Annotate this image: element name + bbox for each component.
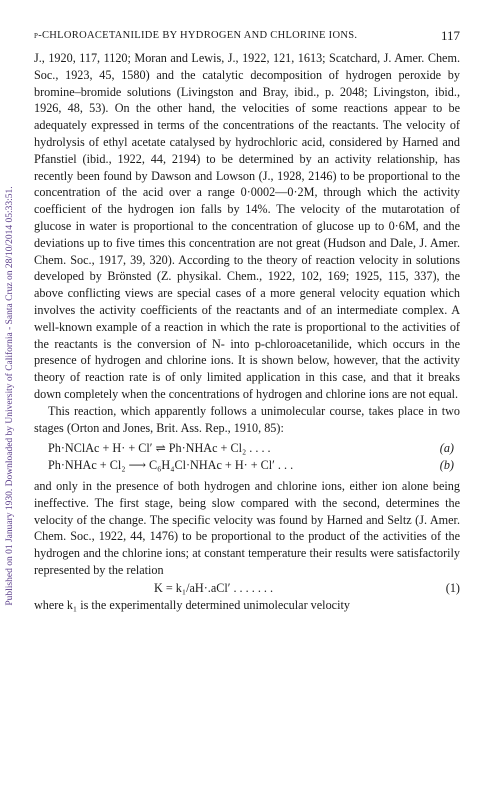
equation-label: (a) <box>439 441 454 456</box>
equation-label: (b) <box>439 458 454 473</box>
running-title: p-CHLOROACETANILIDE BY HYDROGEN AND CHLORINE IONS. <box>34 30 358 41</box>
paper-page <box>34 30 460 614</box>
equation-text: K = k₁/aH·.aCl′ . . . . . . . <box>154 580 274 595</box>
paragraph: where k₁ is the experimentally determined unimolecular velocity <box>34 597 350 612</box>
paragraph: J., 1920, 117, 1120; Moran and Lewis, J., 1922, 121, 1613; Scatchard, J. Amer. Chem. Soc., 1923, 45, 1580) and the catalytic decomposition of hydrogen peroxide by bromine–bromide solutions (Livingston and Bray, ibid., p. 2048; Livingston, ibid., 1926, 48, 53). On the other hand, the velocities of some reactions appear to be adequately expressed in terms of the concentrations of the reactants. The velocity of hydrolysis of ethyl acetate catalysed by hydrochloric acid, considered by Harned and Pfanstiel (ibid., 1922, 44, 2194) to be determined by an activity relationship, has recently been found by Dawson and Lowson (J., 1928, 2146) to be proportional to the concentration of the acid over a range 0·0002—0·2M, through which the activity coefficient of the hydrogen ion falls by 14%. The velocity of the mutarotation of glucose in water is proportional to the concentration of glucose up to 0·6M, and the deviations up to five times this concentration are not great (Hudson and Dale, J. Amer. Chem. Soc., 1917, 39, 320). According to the theory of reaction velocity in solutions developed by Brönsted (Z. physikal. Chem., 1922, 102, 169; 1925, 115, 337), the above conflicting views are special cases of a more general velocity equation which involves the activity coefficients of the reactants and of an intermediate complex. A well-known example of a reaction in which the rate is proportional to the activities of the reactants is the conversion of N- into p-chloroacetanilide, which occurs in the presence of hydrogen and chlorine ions. It is shown below, however, that the activity theory of reaction rate is of only limited application in this case, and that it breaks down completely when the concentrations of hydrogen and chlorine ions are not equal. <box>34 51 460 401</box>
page-number: 117 <box>440 28 460 43</box>
download-watermark-text: Published on 01 January 1930. Downloaded by University of California - Santa Cruz on 28/10/2014 05:33:51. <box>5 186 15 606</box>
equation-text: Ph·NHAc + Cl₂ ⟶ C₆H₄Cl·NHAc + H· + Cl′ . . . <box>48 458 294 473</box>
equation-row <box>48 440 460 457</box>
reaction-equations <box>48 440 460 474</box>
equation-label: (1) <box>445 580 460 595</box>
running-header <box>34 30 460 50</box>
equation-row <box>48 457 460 474</box>
paragraph: This reaction, which apparently follows a unimolecular course, takes place in two stages (Orton and Jones, Brit. Ass. Rep., 1910, 85): <box>34 403 460 435</box>
body-text <box>34 50 460 614</box>
equation-text: Ph·NClAc + H· + Cl′ ⇌ Ph·NHAc + Cl₂ . . . . <box>48 441 271 456</box>
paragraph: and only in the presence of both hydrogen and chlorine ions, either ion alone being ineffective. The first stage, being slow compared with the second, determines the velocity of the change. The specific velocity was found by Harned and Seltz (J. Amer. Chem. Soc., 1922, 44, 1476) to be proportional to the product of the activities of the hydrogen and the chlorine ions; at constant temperature their results were satisfactorily represented by the relation <box>34 478 460 577</box>
download-watermark <box>0 0 20 792</box>
rate-equation <box>34 579 460 597</box>
